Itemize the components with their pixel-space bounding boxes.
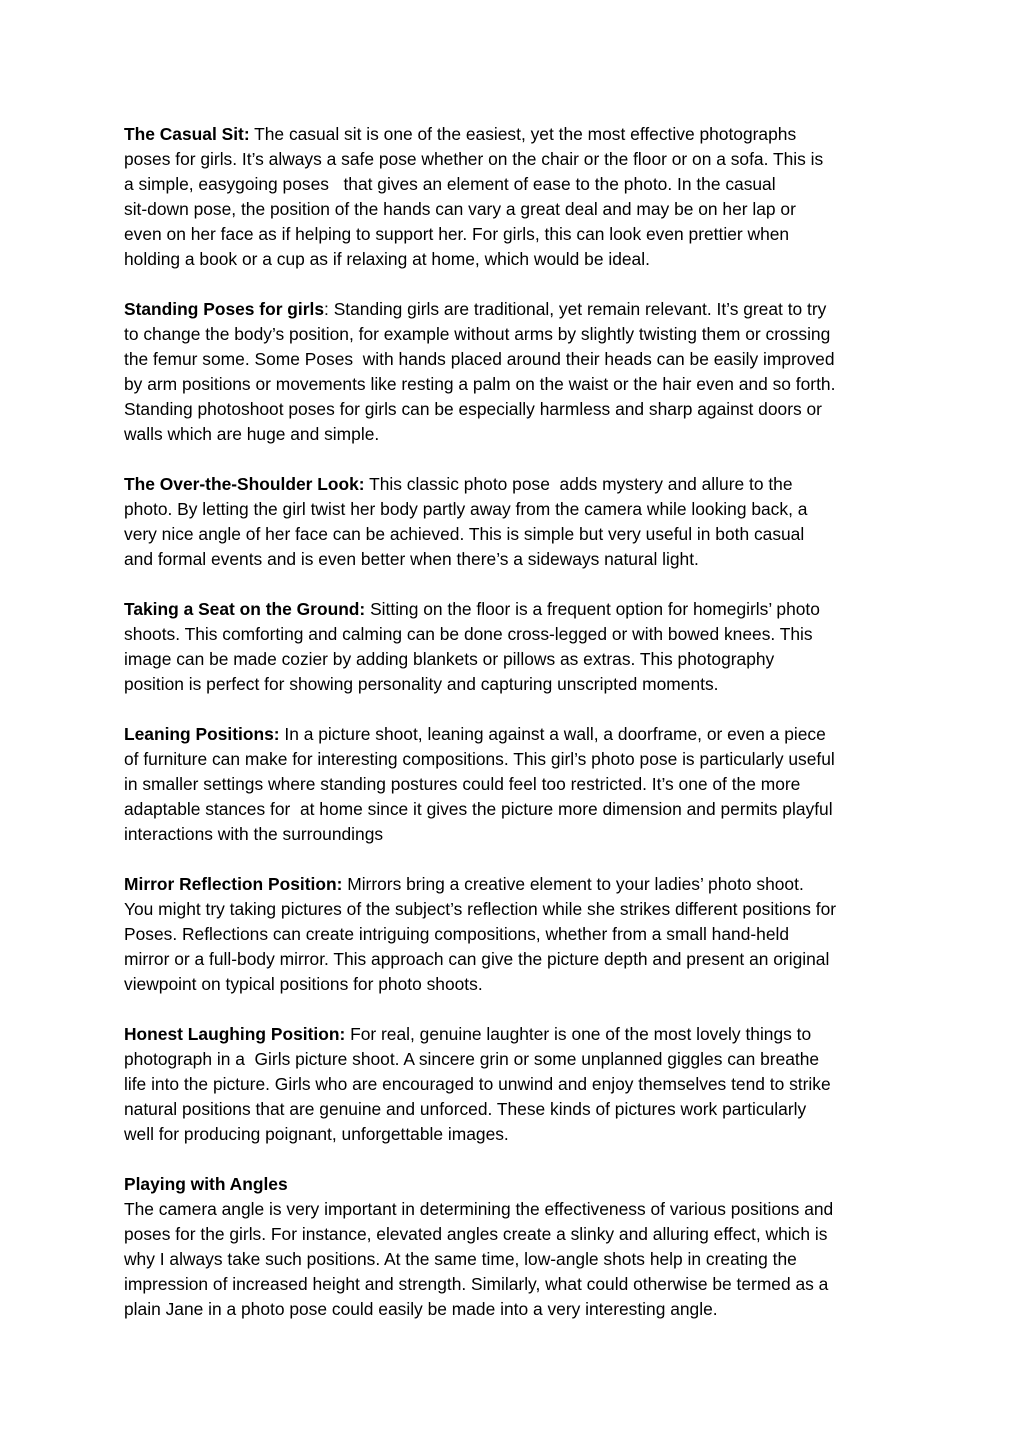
text-line: walls which are huge and simple. — [124, 424, 380, 444]
section-casual-sit — [124, 122, 914, 272]
line-text: This classic photo pose adds mystery and allure to the — [364, 474, 793, 494]
text-line — [124, 597, 914, 622]
section-leaning-positions — [124, 722, 914, 847]
section-honest-laughing — [124, 1022, 914, 1147]
text-line: poses for the girls. For instance, elevated angles create a slinky and alluring effect, which is — [124, 1224, 828, 1244]
text-line: interactions with the surroundings — [124, 824, 384, 844]
text-line: image can be made cozier by adding blankets or pillows as extras. This photography — [124, 649, 775, 669]
text-line: poses for girls. It’s always a safe pose whether on the chair or the floor or on a sofa. This is — [124, 149, 824, 169]
text-line: natural positions that are genuine and unforced. These kinds of pictures work particularly — [124, 1099, 807, 1119]
section-heading: Standing Poses for girls — [124, 299, 325, 319]
line-text: : Standing girls are traditional, yet remain relevant. It’s great to try — [324, 299, 827, 319]
text-line: photo. By letting the girl twist her body partly away from the camera while looking back, a — [124, 499, 808, 519]
text-line: plain Jane in a photo pose could easily be made into a very interesting angle. — [124, 1299, 718, 1319]
text-line: of furniture can make for interesting compositions. This girl’s photo pose is particularly useful — [124, 749, 835, 769]
text-line: holding a book or a cup as if relaxing at home, which would be ideal. — [124, 249, 650, 269]
section-standing-poses — [124, 297, 914, 447]
text-line: why I always take such positions. At the same time, low-angle shots help in creating the — [124, 1249, 797, 1269]
text-line: sit-down pose, the position of the hands can vary a great deal and may be on her lap or — [124, 199, 796, 219]
text-line — [124, 1022, 914, 1047]
section-heading: Taking a Seat on the Ground: — [124, 599, 366, 619]
document-page — [124, 122, 914, 1347]
text-line: to change the body’s position, for example without arms by slightly twisting them or crossing — [124, 324, 831, 344]
section-heading: Honest Laughing Position: — [124, 1024, 346, 1044]
text-line: Standing photoshoot poses for girls can be especially harmless and sharp against doors or — [124, 399, 822, 419]
text-line: in smaller settings where standing postures could feel too restricted. It’s one of the more — [124, 774, 801, 794]
text-line — [124, 872, 914, 897]
text-line — [124, 722, 914, 747]
text-line: You might try taking pictures of the subject’s reflection while she strikes different positions for — [124, 899, 837, 919]
line-text: The casual sit is one of the easiest, yet the most effective photographs — [249, 124, 797, 144]
text-line: adaptable stances for at home since it gives the picture more dimension and permits playful — [124, 799, 833, 819]
text-line: position is perfect for showing personality and capturing unscripted moments. — [124, 674, 719, 694]
section-heading: Leaning Positions: — [124, 724, 280, 744]
text-line — [124, 472, 914, 497]
text-line — [124, 122, 914, 147]
section-heading: The Casual Sit: — [124, 124, 250, 144]
line-text: Sitting on the floor is a frequent option for homegirls’ photo — [365, 599, 820, 619]
text-line: life into the picture. Girls who are encouraged to unwind and enjoy themselves tend to strike — [124, 1074, 831, 1094]
text-line: impression of increased height and strength. Similarly, what could otherwise be termed as a — [124, 1274, 829, 1294]
text-line: Poses. Reflections can create intriguing compositions, whether from a small hand-held — [124, 924, 790, 944]
section-heading: Mirror Reflection Position: — [124, 874, 343, 894]
text-line: The camera angle is very important in determining the effectiveness of various positions and — [124, 1199, 834, 1219]
section-heading: The Over-the-Shoulder Look: — [124, 474, 365, 494]
line-text: In a picture shoot, leaning against a wall, a doorframe, or even a piece — [279, 724, 826, 744]
text-line: well for producing poignant, unforgettable images. — [124, 1124, 509, 1144]
section-mirror-reflection — [124, 872, 914, 997]
text-line: by arm positions or movements like resting a palm on the waist or the hair even and so forth. — [124, 374, 836, 394]
text-line: mirror or a full-body mirror. This approach can give the picture depth and present an original — [124, 949, 830, 969]
section-playing-with-angles — [124, 1172, 914, 1322]
text-line: even on her face as if helping to support her. For girls, this can look even prettier when — [124, 224, 790, 244]
section-seat-on-ground — [124, 597, 914, 697]
text-line: photograph in a Girls picture shoot. A sincere grin or some unplanned giggles can breathe — [124, 1049, 820, 1069]
text-line: shoots. This comforting and calming can be done cross-legged or with bowed knees. This — [124, 624, 813, 644]
text-line: the femur some. Some Poses with hands placed around their heads can be easily improved — [124, 349, 835, 369]
text-line: viewpoint on typical positions for photo shoots. — [124, 974, 483, 994]
text-line — [124, 1172, 914, 1197]
text-line: and formal events and is even better when there’s a sideways natural light. — [124, 549, 699, 569]
text-line: very nice angle of her face can be achieved. This is simple but very useful in both casual — [124, 524, 805, 544]
line-text: For real, genuine laughter is one of the most lovely things to — [345, 1024, 812, 1044]
section-heading: Playing with Angles — [124, 1174, 288, 1194]
text-line — [124, 297, 914, 322]
line-text: Mirrors bring a creative element to your ladies’ photo shoot. — [342, 874, 804, 894]
text-line: a simple, easygoing poses that gives an element of ease to the photo. In the casual — [124, 174, 776, 194]
section-over-the-shoulder — [124, 472, 914, 572]
